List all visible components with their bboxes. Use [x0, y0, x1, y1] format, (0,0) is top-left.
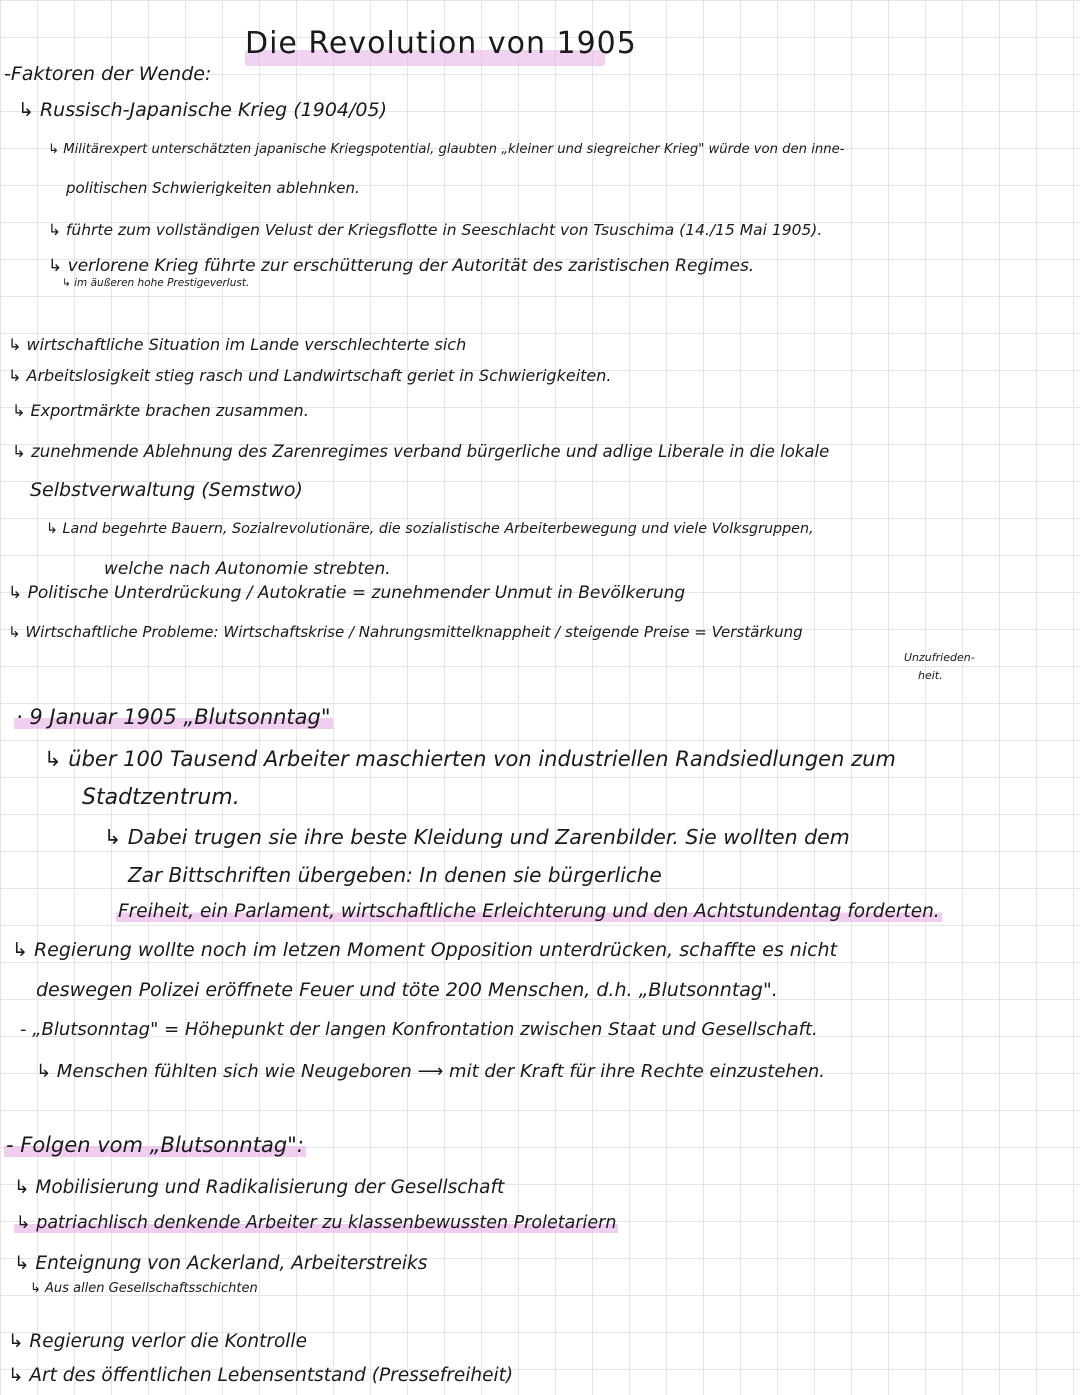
note-line: ↳ Menschen fühlten sich wie Neugeboren ⟶ mit der Kraft für ihre Rechte einzustehen. — [36, 1061, 826, 1082]
note-line: ↳ Militärexpert unterschätzten japanische Kriegspotential, glaubten „kleiner und siegreicher Krieg" würde von den inne- — [48, 142, 845, 157]
note-line: heit. — [918, 669, 943, 682]
note-line: ↳ führte zum vollständigen Velust der Kriegsflotte in Seeschlacht von Tsuschima (14./15 Mai 1905). — [48, 221, 823, 239]
section-heading: · 9 Januar 1905 „Blutsonntag" — [16, 705, 331, 729]
note-line: ↳ Wirtschaftliche Probleme: Wirtschaftskrise / Nahrungsmittelknappheit / steigende Preise = Verstärkung — [8, 623, 803, 641]
note-line: ↳ zunehmende Ablehnung des Zarenregimes verband bürgerliche und adlige Liberale in die lokale — [12, 442, 830, 461]
note-line: -Faktoren der Wende: — [4, 63, 212, 85]
note-line: welche nach Autonomie strebten. — [104, 559, 391, 579]
note-line: ↳ Dabei trugen sie ihre beste Kleidung und Zarenbilder. Sie wollten dem — [104, 825, 850, 849]
note-line: ↳ Enteignung von Ackerland, Arbeiterstreiks — [14, 1253, 428, 1274]
note-line: ↳ verlorene Krieg führte zur erschütterung der Autorität des zaristischen Regimes. — [48, 256, 755, 276]
note-line: Unzufrieden- — [904, 651, 975, 664]
note-line: ↳ Art des öffentlichen Lebensentstand (Pressefreiheit) — [8, 1365, 514, 1386]
note-line: ↳ Mobilisierung und Radikalisierung der Gesellschaft — [14, 1177, 505, 1198]
note-line: ↳ Regierung verlor die Kontrolle — [8, 1331, 307, 1352]
note-line: ↳ Politische Unterdrückung / Autokratie = zunehmender Unmut in Bevölkerung — [8, 583, 686, 603]
note-line: ↳ im äußeren hohe Prestigeverlust. — [62, 277, 250, 289]
note-line: ↳ Exportmärkte brachen zusammen. — [12, 401, 309, 420]
note-line: ↳ Land begehrte Bauern, Sozialrevolutionäre, die sozialistische Arbeiterbewegung und viele Volksgruppen, — [46, 521, 814, 537]
page-title: Die Revolution von 1905 — [245, 26, 637, 61]
note-line: Zar Bittschriften übergeben: In denen sie bürgerliche — [128, 863, 662, 887]
note-line: ↳ Russisch-Japanische Krieg (1904/05) — [18, 99, 388, 121]
note-line: ↳ patriachlisch denkende Arbeiter zu klassenbewussten Proletariern — [16, 1213, 617, 1233]
note-line: ↳ Regierung wollte noch im letzen Moment Opposition unterdrücken, schaffte es nicht — [12, 939, 838, 961]
note-line: ↳ Arbeitslosigkeit stieg rasch und Landwirtschaft geriet in Schwierigkeiten. — [8, 366, 612, 385]
note-line: ↳ Aus allen Gesellschaftsschichten — [30, 1281, 258, 1296]
note-line: ↳ über 100 Tausend Arbeiter maschierten von industriellen Randsiedlungen zum — [44, 747, 896, 771]
note-line: deswegen Polizei eröffnete Feuer und töte 200 Menschen, d.h. „Blutsonntag". — [36, 979, 778, 1001]
note-line: - „Blutsonntag" = Höhepunkt der langen Konfrontation zwischen Staat und Gesellschaft. — [20, 1019, 818, 1040]
note-line: Stadtzentrum. — [82, 785, 240, 810]
note-line: politischen Schwierigkeiten ablehnken. — [66, 179, 360, 197]
note-line: Freiheit, ein Parlament, wirtschaftliche Erleichterung und den Achtstundentag forderten. — [118, 901, 940, 922]
section-heading: - Folgen vom „Blutsonntag": — [6, 1133, 304, 1157]
note-line: Selbstverwaltung (Semstwo) — [30, 479, 303, 501]
note-line: ↳ wirtschaftliche Situation im Lande verschlechterte sich — [8, 335, 467, 354]
